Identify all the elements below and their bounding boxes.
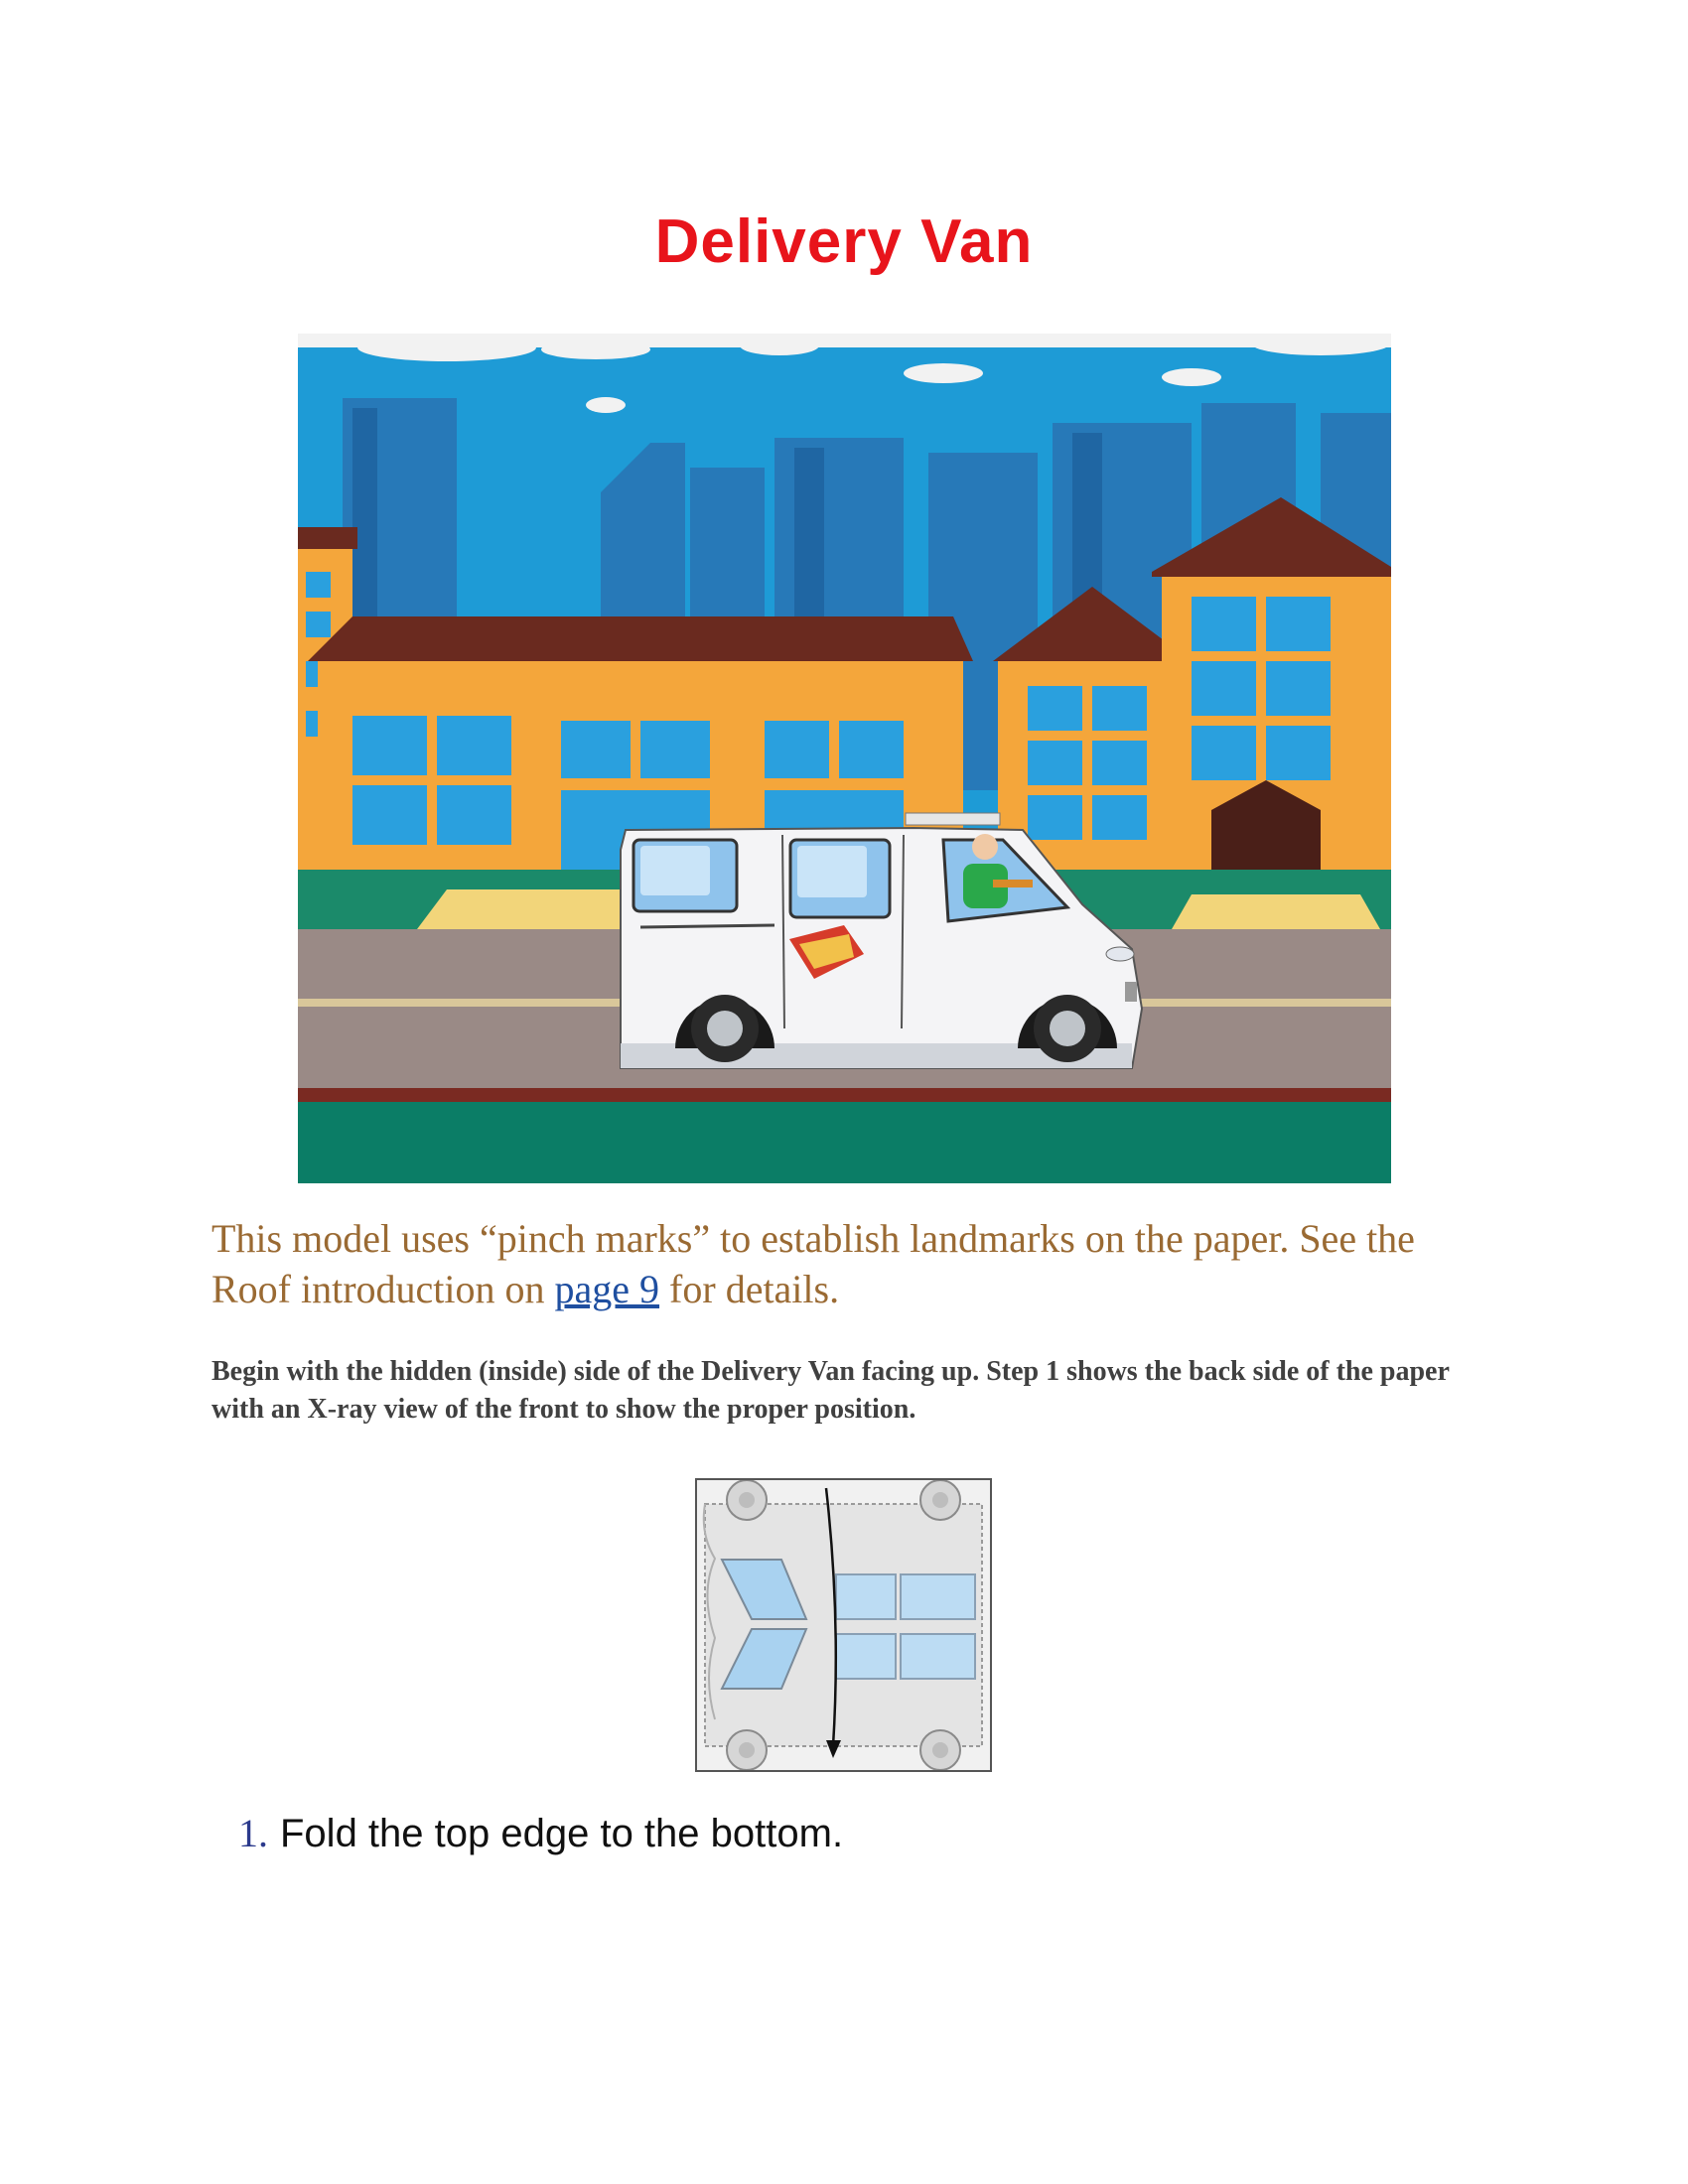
- delivery-van-photo: [298, 334, 1391, 1183]
- intro-text-before: This model uses “pinch marks” to establish landmarks on the paper. See the Roof introduction on: [211, 1216, 1415, 1311]
- step-1-diagram: [695, 1478, 992, 1772]
- step-text: Fold the top edge to the bottom.: [280, 1812, 844, 1855]
- intro-paragraph: [211, 1213, 1502, 1314]
- page-9-link[interactable]: page 9: [554, 1267, 660, 1311]
- page-title: Delivery Van: [654, 207, 1034, 276]
- step-item: [238, 1810, 1430, 1856]
- instruction-paragraph: Begin with the hidden (inside) side of the Delivery Van facing up. Step 1 shows the back side of the paper with an X-ray view of the front to show the proper position.: [211, 1356, 1450, 1425]
- intro-text-after: for details.: [659, 1267, 840, 1311]
- step-number: 1.: [238, 1811, 268, 1855]
